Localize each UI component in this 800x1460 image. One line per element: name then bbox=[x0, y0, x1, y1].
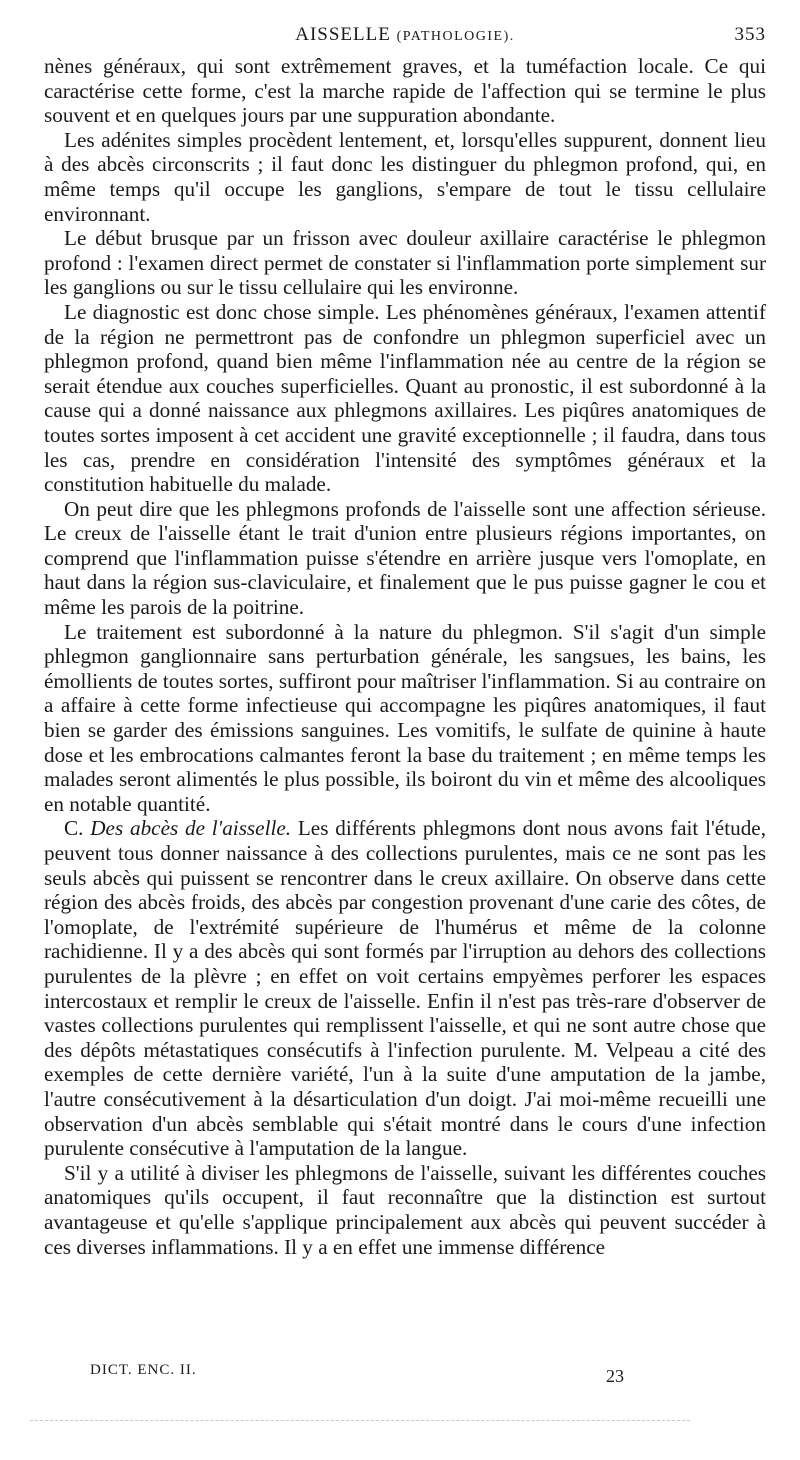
running-head bbox=[44, 24, 766, 54]
section-text: Les différents phlegmons dont nous avons fait l'étude, peuvent tous donner naissance à des collections purulentes, mais ce ne sont pas les seuls abcès qui puissent se rencontrer dans le creux axillaire. On observe dans cette région des abcès froids, des abcès par congestion provenant d'une carie des côtes, de l'omoplate, de l'extrémité supérieure de l'humérus et même de la colonne rachidienne. Il y a des abcès qui sont formés par l'irruption au dehors des collections purulentes de la plèvre ; en effet on voit certains empyèmes perforer les espaces intercostaux et remplir le creux de l'aisselle. Enfin il n'est pas très-rare d'observer de vastes collections purulentes qui remplissent l'aisselle, et qui ne sont autre chose que des dépôts métastatiques consécutifs à l'infection purulente. M. Velpeau a cité des exemples de cette dernière variété, l'un à la suite d'une amputation de la jambe, l'autre consécutivement à la désarticulation d'un doigt. J'ai moi-même recueilli une observation d'un abcès semblable qui s'était montré dans le cours d'une infection purulente consécutive à l'amputation de la langue. bbox=[44, 816, 766, 1161]
paragraph-diagnostic: Le diagnostic est donc chose simple. Les phénomènes généraux, l'examen attentif de la région ne permettront pas de confondre un phlegmon superficiel avec un phlegmon profond, quand bien même l'inflammation née au centre de la région se serait étendue aux couches superficielles. Quant au pronostic, il est subordonné à la cause qui a donné naissance aux phlegmons axillaires. Les piqûres anatomiques de toutes sortes imposent à cet accident une gravité exceptionnelle ; il faudra, dans tous les cas, prendre en considération l'intensité des symptômes généraux et la constitution habituelle du malade. bbox=[44, 299, 766, 497]
paragraph-traitement: Le traitement est subordonné à la nature du phlegmon. S'il s'agit d'un simple phlegmon ganglionnaire sans perturbation générale, les sangsues, les bains, les émollients de toutes sortes, suffiront pour maîtriser l'inflammation. Si au contraire on a affaire à cette forme infectieuse qui accompagne les piqûres anatomiques, il faut bien se garder des émissions sanguines. Les vomitifs, le sulfate de quinine à haute dose et les embrocations calmantes feront la base du traitement ; en même temps les malades seront alimentés le plus possible, ils boiront du vin et même des alcooliques en notable quantité. bbox=[44, 619, 766, 816]
page-footer bbox=[44, 1362, 766, 1392]
scan-edge-line bbox=[30, 1420, 690, 1421]
paragraph-abces bbox=[44, 816, 766, 1160]
paragraph-continuation: nènes généraux, qui sont extrêmement graves, et la tuméfaction locale. Ce qui caractérise cette forme, c'est la marche rapide de l'affection qui se termine le plus souvent et en quelques jours par une suppuration abondante. bbox=[44, 54, 766, 128]
book-page bbox=[44, 24, 766, 1259]
signature-mark: DICT. ENC. II. bbox=[90, 1362, 197, 1378]
paragraph-adenites: Les adénites simples procèdent lentement, et, lorsqu'elles suppurent, donnent lieu à des abcès circonscrits ; il faut donc les distinguer du phlegmon profond, qui, en même temps qu'il occupe les ganglions, s'empare de tout le tissu cellulaire environnant. bbox=[44, 127, 766, 226]
running-title-subtitle: (PATHOLOGIE). bbox=[396, 29, 515, 44]
paragraph-gravite: On peut dire que les phlegmons profonds de l'aisselle sont une affection sérieuse. Le creux de l'aisselle étant le trait d'union entre plusieurs régions importantes, on comprend que l'inflammation puisse s'étendre en arrière jusque vers l'omoplate, en haut dans la région sus-claviculaire, et finalement que le pus puisse gagner le cou et même les parois de la poitrine. bbox=[44, 496, 766, 620]
section-title: Des abcès de l'aisselle. bbox=[90, 816, 292, 841]
running-title-main: AISSELLE bbox=[295, 24, 391, 45]
section-label: C. bbox=[64, 816, 84, 841]
body-text bbox=[44, 54, 766, 1259]
paragraph-debut: Le début brusque par un frisson avec douleur axillaire caractérise le phlegmon profond : l'examen direct permet de constater si l'inflammation porte simplement sur les ganglions ou sur le tissu cellulaire qui les environne. bbox=[44, 226, 766, 300]
running-title bbox=[44, 24, 766, 46]
page-number: 353 bbox=[734, 24, 766, 45]
sheet-number: 23 bbox=[606, 1366, 624, 1386]
paragraph-division: S'il y a utilité à diviser les phlegmons de l'aisselle, suivant les différentes couches anatomiques qu'ils occupent, il faut reconnaître que la distinction est surtout avantageuse et qu'elle s'applique principalement aux abcès qui peuvent succéder à ces diverses inflammations. Il y a en effet une immense différence bbox=[44, 1160, 766, 1259]
